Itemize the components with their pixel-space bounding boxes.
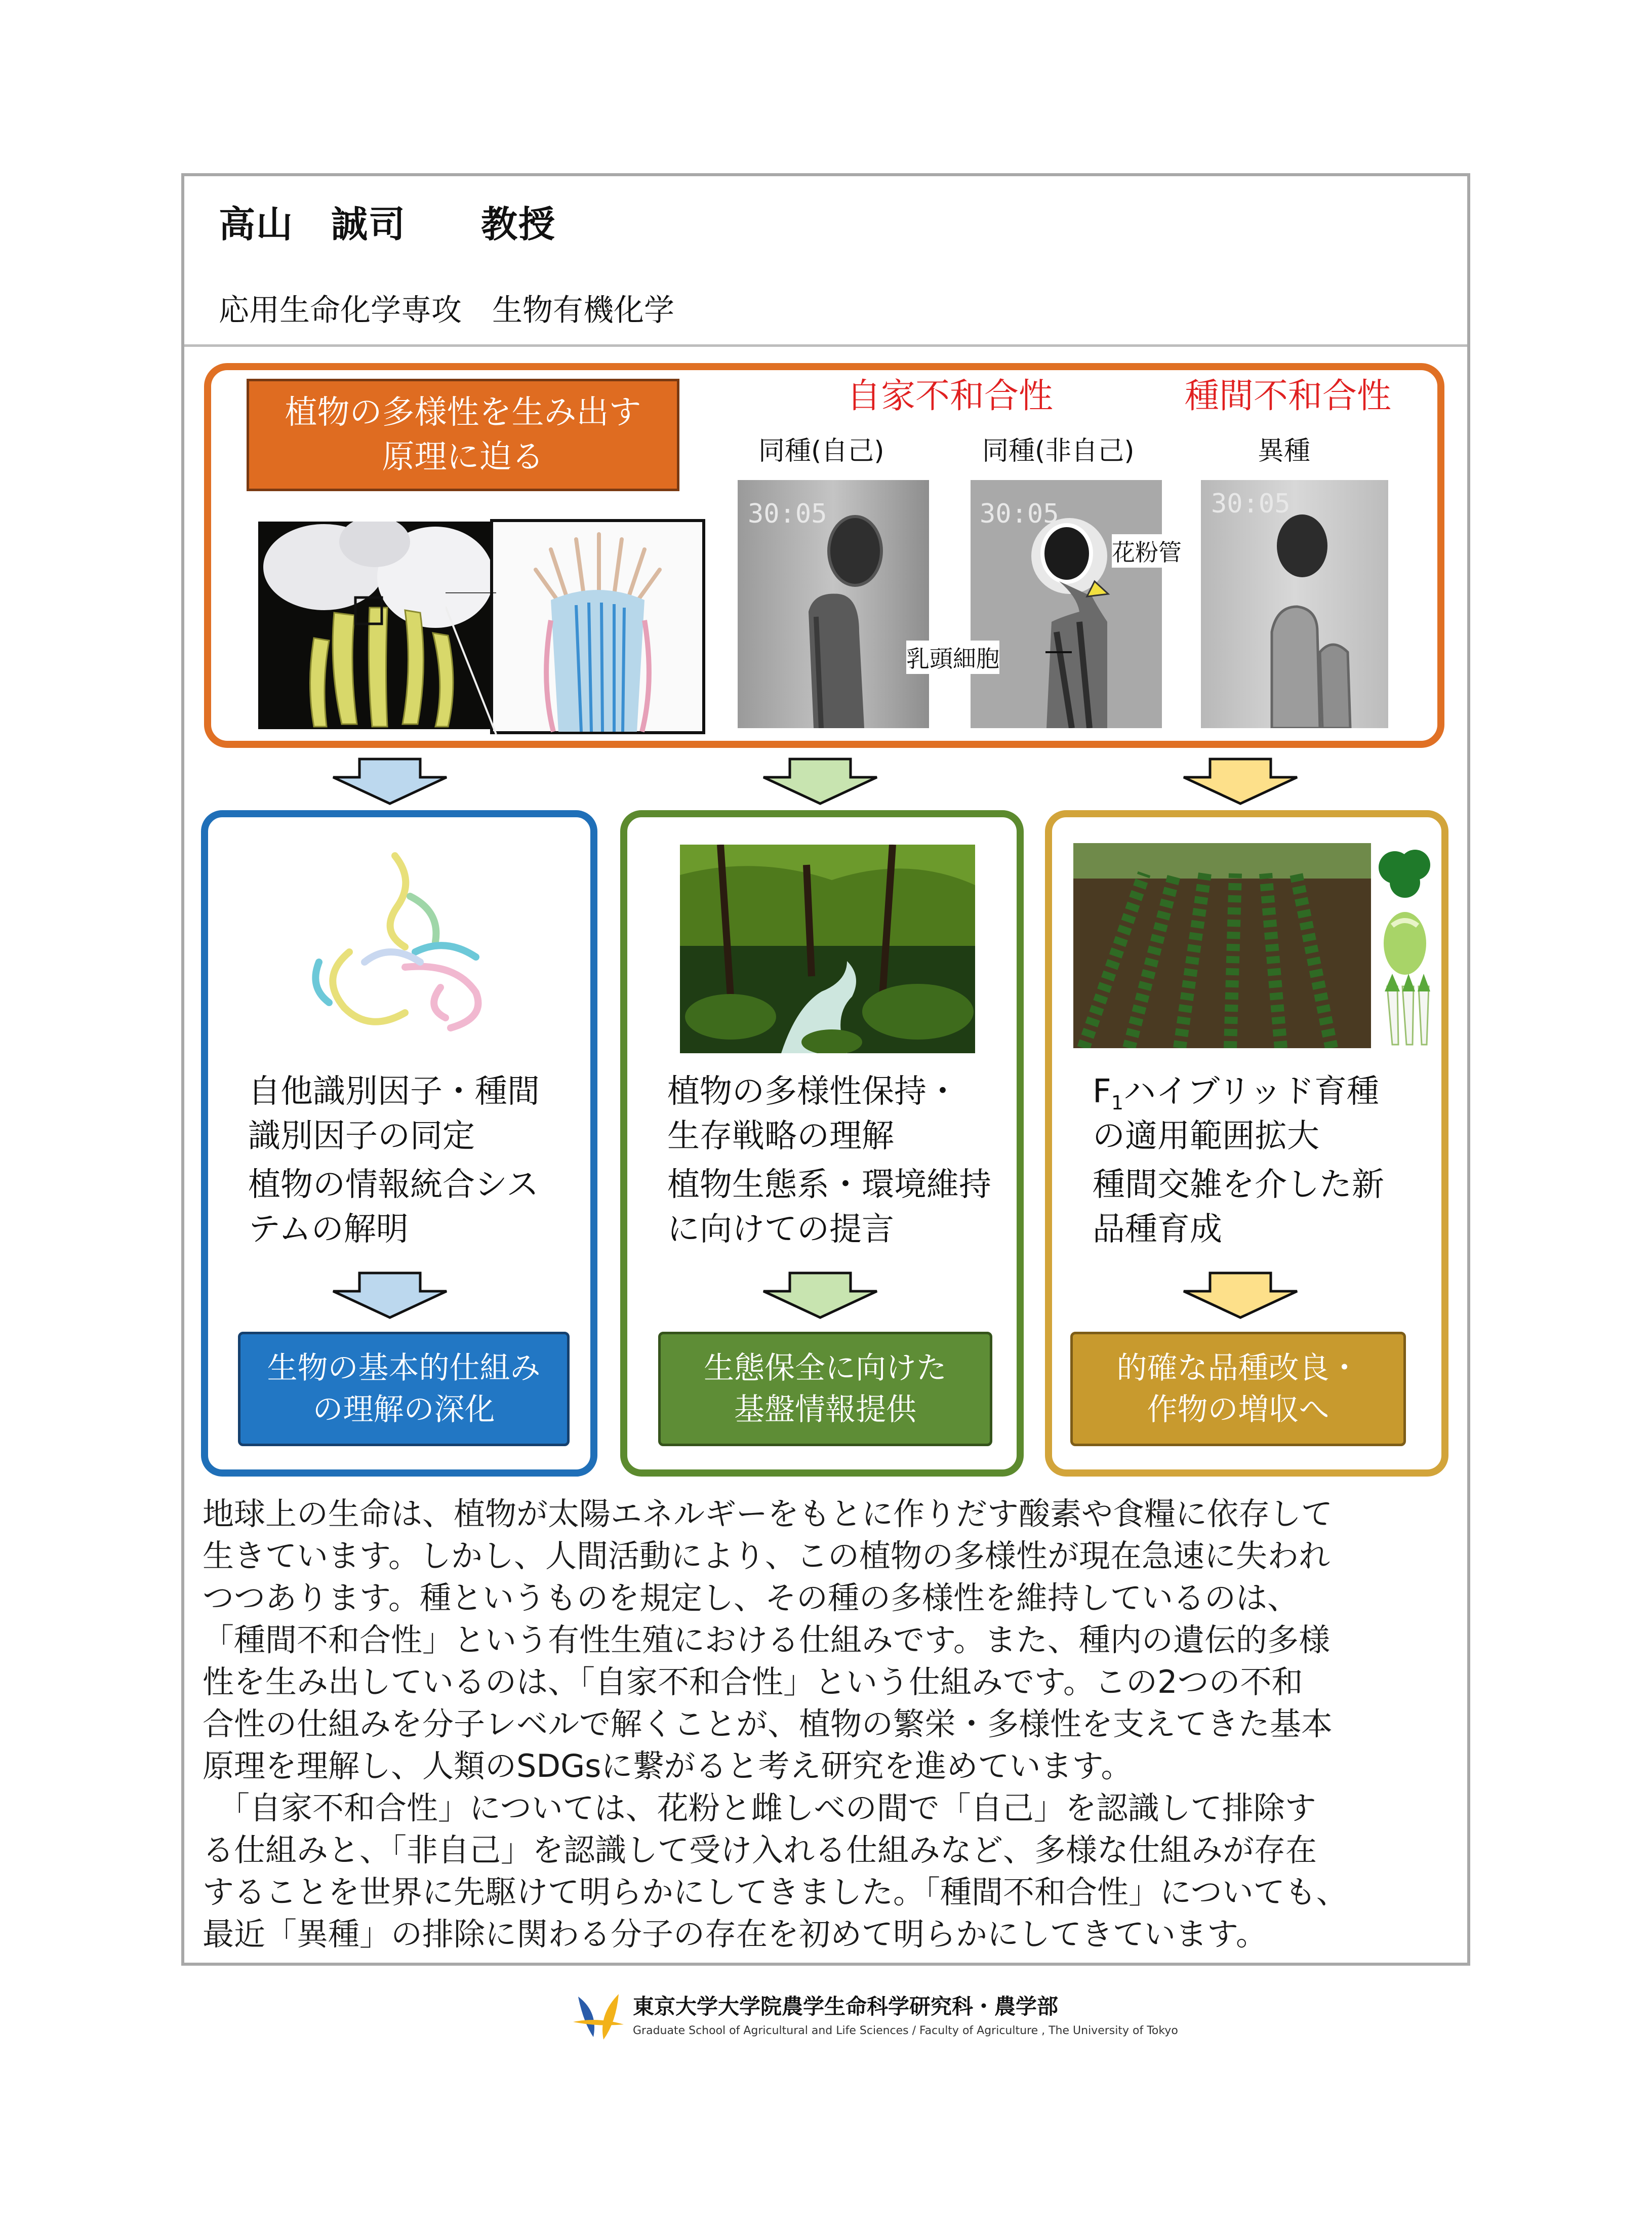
research-theme-box (247, 379, 679, 491)
timecode-1: 30:05 (748, 499, 827, 529)
gold-outcome-box (1070, 1332, 1406, 1446)
gold-outcome-line-2: 作物の増収へ (1147, 1392, 1329, 1427)
blue-point-1-line-2: 識別因子の同定 (248, 1118, 475, 1155)
down-arrow-blue (329, 757, 451, 806)
body-line-3: つつあります。種というものを規定し、その種の多様性を維持しているのは、 (203, 1579, 1299, 1616)
body-line-8: 「自家不和合性」については、花粉と雌しべの間で「自己」を認識して排除す (203, 1789, 1316, 1826)
blue-point-2-line-1: 植物の情報統合シス (248, 1166, 539, 1204)
column-same-species-self: 同種(自己) (758, 436, 884, 466)
green-outcome-line-2: 基盤情報提供 (734, 1392, 916, 1427)
f1-subscript: 1 (1111, 1091, 1123, 1114)
timecode-3: 30:05 (1211, 489, 1291, 519)
blue-point-1-line-1: 自他識別因子・種間 (248, 1073, 540, 1110)
university-logo-icon (568, 1986, 629, 2047)
footer-institution-jp: 東京大学大学院農学生命科学研究科・農学部 (633, 1994, 1059, 2019)
footer-institution-en: Graduate School of Agricultural and Life Sciences / Faculty of Agriculture , The University of Tokyo (633, 2024, 1178, 2037)
green-point-1-line-1: 植物の多様性保持・ (667, 1073, 959, 1110)
professor-name-line (219, 195, 556, 248)
blue-outcome-line-2: の理解の深化 (312, 1392, 495, 1427)
professor-position: 教授 (481, 203, 556, 246)
papilla-cell-label: 乳頭細胞 (906, 641, 999, 674)
body-line-11: 最近「異種」の排除に関わる分子の存在を初めて明らかにしてきています。 (203, 1916, 1268, 1953)
header-divider (184, 344, 1467, 347)
interspecific-incompatibility-heading: 種間不和合性 (1185, 376, 1392, 416)
green-point-2-line-1: 植物生態系・環境維持 (667, 1166, 991, 1204)
column-same-species-nonself: 同種(非自己) (982, 436, 1135, 466)
down-arrow-gold (1180, 757, 1301, 806)
affiliation: 応用生命化学専攻 生物有機化学 (219, 293, 674, 328)
gold-point-2-line-2: 品種育成 (1093, 1211, 1222, 1248)
protein-structure-image (289, 835, 506, 1048)
body-line-1: 地球上の生命は、植物が太陽エネルギーをもとに作りだす酸素や食糧に依存して (203, 1495, 1333, 1532)
theme-line-2: 原理に迫る (382, 439, 544, 476)
body-line-6: 合性の仕組みを分子レベルで解くことが、植物の繁栄・多様性を支えてきた基本 (203, 1705, 1333, 1742)
gold-point-1-line-2: の適用範囲拡大 (1093, 1118, 1319, 1155)
blue-outcome-line-1: 生物の基本的仕組み (267, 1350, 541, 1386)
body-line-5: 性を生み出しているのは、「自家不和合性」という仕組みです。この2つの不和 (203, 1663, 1303, 1700)
green-point-2-line-2: に向けての提言 (667, 1211, 894, 1248)
down-arrow-gold-2 (1180, 1271, 1301, 1320)
body-line-7: 原理を理解し、人類のSDGsに繋がると考え研究を進めています。 (203, 1747, 1133, 1784)
down-arrow-green-2 (759, 1271, 881, 1320)
blue-point-2-line-2: テムの解明 (248, 1211, 409, 1248)
gold-outcome-line-1: 的確な品種改良・ (1116, 1350, 1360, 1386)
body-line-2: 生きています。しかし、人間活動により、この植物の多様性が現在急速に失われ (203, 1537, 1331, 1574)
down-arrow-green (759, 757, 881, 806)
body-line-9: る仕組みと、「非自己」を認識して受け入れる仕組みなど、多様な仕組みが存在 (203, 1832, 1317, 1868)
green-outcome-box (658, 1332, 992, 1446)
green-outcome-line-1: 生態保全に向けた (704, 1350, 947, 1386)
green-point-1-line-2: 生存戦略の理解 (667, 1118, 894, 1155)
professor-name: 高山 誠司 (219, 203, 407, 246)
vegetables-images (1372, 845, 1438, 1047)
gold-point-2-line-1: 種間交雑を介した新 (1093, 1166, 1384, 1204)
column-different-species: 異種 (1258, 436, 1311, 466)
forest-stream-photo (680, 845, 975, 1053)
zoom-connector (446, 592, 501, 744)
body-line-4: 「種間不和合性」という有性生殖における仕組みです。また、種内の遺伝的多様 (203, 1621, 1331, 1658)
down-arrow-blue-2 (329, 1271, 451, 1320)
blue-outcome-box (238, 1332, 570, 1446)
timecode-2: 30:05 (980, 499, 1059, 529)
stigma-illustration (490, 519, 705, 734)
f1-rest: ハイブリッド育種 (1123, 1073, 1379, 1110)
body-line-10: することを世界に先駆けて明らかにしてきました。「種間不和合性」についても、 (203, 1874, 1348, 1910)
theme-line-1: 植物の多様性を生み出す (285, 394, 641, 431)
f1-prefix: F (1093, 1073, 1111, 1110)
crop-field-photo (1073, 843, 1371, 1048)
pollen-tube-label: 花粉管 (1112, 534, 1182, 568)
self-incompatibility-heading: 自家不和合性 (847, 376, 1054, 416)
